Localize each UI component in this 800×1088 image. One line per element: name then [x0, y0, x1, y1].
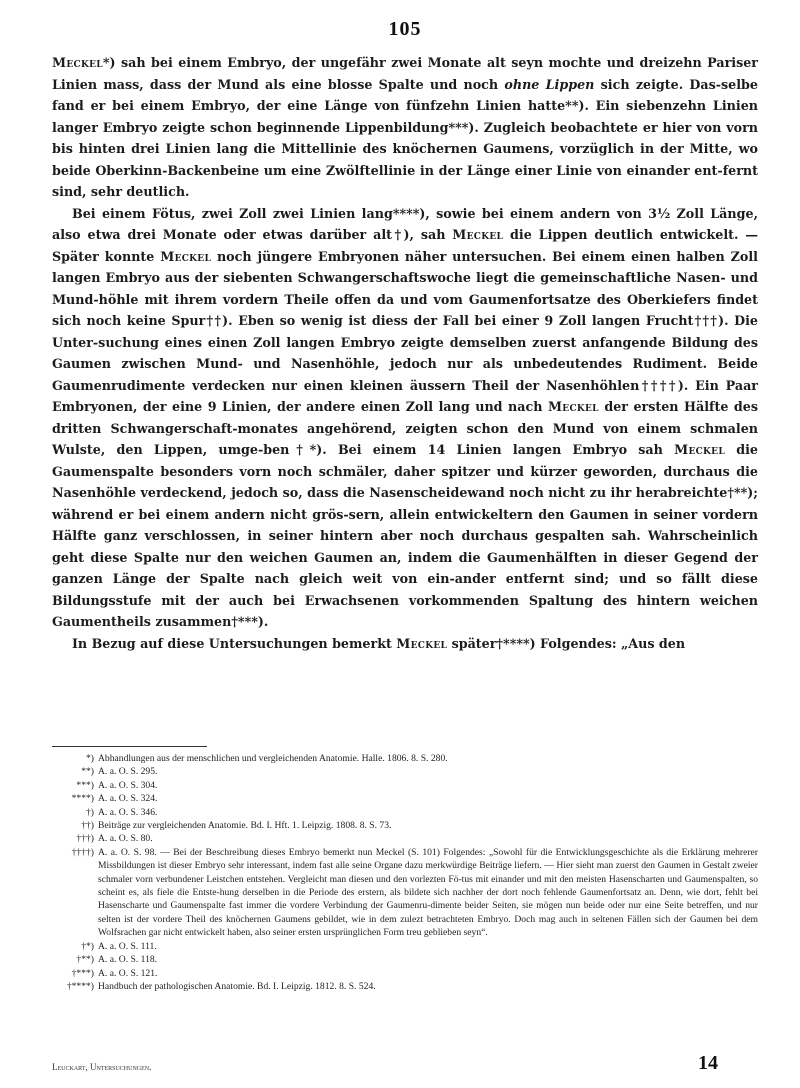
footnotes [52, 752, 758, 993]
text-run: Meckel [452, 227, 504, 242]
text-run: *) sah bei einem Embryo, der ungefähr zwei Monate alt seyn mochte und dreizehn Pariser Linien mass, dass der Mund als eine blosse Spalte und noch [52, 55, 758, 92]
footnote-text: A. a. O. S. 324. [98, 793, 158, 805]
page-number: 105 [388, 18, 422, 40]
footnote [52, 846, 758, 940]
footnote [52, 819, 758, 832]
page-footer [52, 1052, 758, 1074]
text-run: später†****) Folgendes: „Aus den [447, 635, 686, 651]
footnote-text: Handbuch der pathologischen Anatomie. Bd. I. Leipzig. 1812. 8. S. 524. [98, 980, 376, 992]
footnote-text: A. a. O. S. 118. [98, 954, 158, 966]
footnote-marker: †) [86, 806, 94, 818]
footnote [52, 792, 758, 805]
footnote-text: Abhandlungen aus der menschlichen und vergleichenden Anatomie. Halle. 1806. 8. S. 280. [98, 753, 448, 764]
footnote [52, 832, 758, 845]
footnote [52, 940, 758, 953]
text-run: sich zeigte. Das-selbe fand er bei einem Embryo, der eine Länge von fünfzehn Linien hatte**). Ein siebenzehn Linien langer Embryo zeigte schon beginnende Lippenbildung***). Zugleich beobachtete er hier von vorn bis hinten drei Linien lang die Mittellinie des knöchernen Gaumens, vorzüglich in der Mitte, wo beide Oberkinn-Backenbeine um eine Zwölftellinie in der Länge einer Linie von einander ent-fernt sind, sehr deutlich. [52, 76, 758, 199]
footnote [52, 967, 758, 980]
footnote-marker: ***) [76, 779, 94, 791]
footnote [52, 980, 758, 993]
signature-mark: 14 [698, 1052, 718, 1074]
footnote-marker: **) [81, 766, 94, 778]
text-run: ohne Lippen [504, 76, 595, 92]
footnote [52, 779, 758, 792]
footnote [52, 752, 758, 765]
paragraph [52, 203, 758, 633]
text-run: Meckel [160, 248, 212, 264]
text-run: noch jüngere Embryonen näher untersuchen. Bei einem einen halben Zoll langen Embryo aus der siebenten Schwangerschaftswoche liegt die gemeinschaftliche Nasen- und Mund-höhle mit ihrem vordern Theile offen da und vom Gaumenfortsatze des Oberkiefers findet sich noch keine Spur††). Eben so wenig ist diess der Fall bei einer 9 Zoll langen Frucht†††). Die Unter-suchung eines einen Zoll langen Embryo zeigte demselben zuerst anfangende Bildung des Gaumen zwischen Mund- und Nasenhöhle, jedoch nur als unbedeutendes Rudiment. Beide Gaumenrudimente verdecken nur einen kleinen äussern Theil der Nasenhöhlen††††). Ein Paar Embryonen, der eine 9 Linien, der andere einen Zoll lang und nach [52, 248, 758, 414]
paragraph [52, 633, 758, 655]
main-text [52, 52, 758, 654]
text-run: In Bezug auf diese Untersuchungen bemerkt [72, 635, 397, 651]
footnote-text: A. a. O. S. 111. [98, 940, 157, 952]
footnote [52, 765, 758, 778]
text-run: Meckel [396, 635, 448, 651]
text-run: Meckel [674, 442, 725, 457]
text-run: Bei einem Fötus, zwei Zoll zwei Linien lang****), sowie bei einem andern von 3½ Zoll Länge, also etwa drei Monate oder etwas darüber alt†), sah [52, 205, 758, 242]
footnote-divider [52, 746, 207, 747]
footnote-marker: *) [86, 753, 94, 764]
text-run: die Lippen deutlich entwickelt. — Später konnte [52, 227, 758, 264]
footnote-marker: †**) [76, 954, 94, 966]
running-footer-author: Leuckart, Untersuchungen. [52, 1062, 152, 1072]
footnote [52, 806, 758, 819]
footnote-text: A. a. O. S. 121. [98, 967, 158, 979]
footnote-text: Beiträge zur vergleichenden Anatomie. Bd. I. Hft. 1. Leipzig. 1808. 8. S. 73. [98, 820, 392, 832]
footnote-text: A. a. O. S. 98. — Bei der Beschreibung dieses Embryo bemerkt nun Meckel (S. 101) Folgendes: „Sowohl für die Entwicklungsgeschichte als die Erklärung mehrerer Missbildungen ist dieser Embryo sehr interessant, indem fast alle seine Organe dazu merkwürdige Beiträge liefern. — Hier sieht man zuerst den Gaumen in Gestalt zweier schmaler vorn verbundener Leistchen entstehen. Vergleicht man diesen und den vorlezten Fö-tus mit einander und mit den meisten Hasenscharten und Gaumenspalten, so scheint es, als fiele die Entste-hung derselben in die Periode des erstern, als bildete sich nachher der dort noch fehlende Gaumenfortsatz an. Denn, wie dort, fehlt bei Hasenscharte und Gaumenspalte fast immer die vordere Verbindung der Gaumenru-dimente beider Seiten, sie mögen nun beide oder nur eine Seite betreffen, und nur selten ist der vordere Theil des knöchernen Gaumens gebildet, wie in dem zulezt betrachteten Embryo. Doch mag auch in seltenen Fällen sich der Gaumen bei dem Wolfsrachen gar nicht entwickelt haben, also seiner ersten ursprünglichen Form treu geblieben seyn“. [98, 846, 758, 939]
footnote-marker: †****) [66, 980, 94, 992]
footnote-marker: †***) [71, 967, 94, 979]
footnote-marker: †*) [81, 940, 94, 952]
footnote-text: A. a. O. S. 80. [98, 833, 153, 845]
footnote-text: A. a. O. S. 304. [98, 779, 158, 791]
text-run: Meckel [52, 55, 103, 70]
footnote-text: A. a. O. S. 295. [98, 766, 158, 778]
footnote-marker: ††††) [71, 846, 94, 858]
footnote-marker: ††) [81, 820, 94, 832]
footnote-marker: †††) [76, 833, 94, 845]
text-run: die Gaumenspalte besonders vorn noch schmäler, daher spitzer und kürzer geworden, durchaus die Nasenhöhle verdeckend, jedoch so, dass die Nasenscheidewand noch nicht zu ihr herabreichte†**); während er bei einem andern nicht grös-sern, allein entwickeltern den Gaumen in seiner vordern Hälfte ganz verschlossen, in seiner hintern aber noch durchaus gespalten sah. Wahrscheinlich geht diese Spalte nur den weichen Gaumen an, indem die Gaumenhälften in dieser Gegend der ganzen Länge der Spalte nach gleich weit von ein-ander entfernt sind; und so fällt diese Bildungsstufe mit der auch bei Erwachsenen vorkommenden Spaltung des hintern weichen Gaumentheils zusammen†***). [52, 442, 758, 629]
text-run: Meckel [547, 399, 599, 414]
footnote-text: A. a. O. S. 346. [98, 806, 158, 818]
footnote-marker: ****) [71, 793, 94, 805]
text-run: der ersten Hälfte des dritten Schwangerschaft-monates angehörend, zeigten schon den Mund von einem schmalen Wulste, den Lippen, umge-ben†*). Bei einem 14 Linien langen Embryo sah [52, 399, 759, 457]
paragraph [52, 52, 758, 203]
footnote [52, 953, 758, 966]
